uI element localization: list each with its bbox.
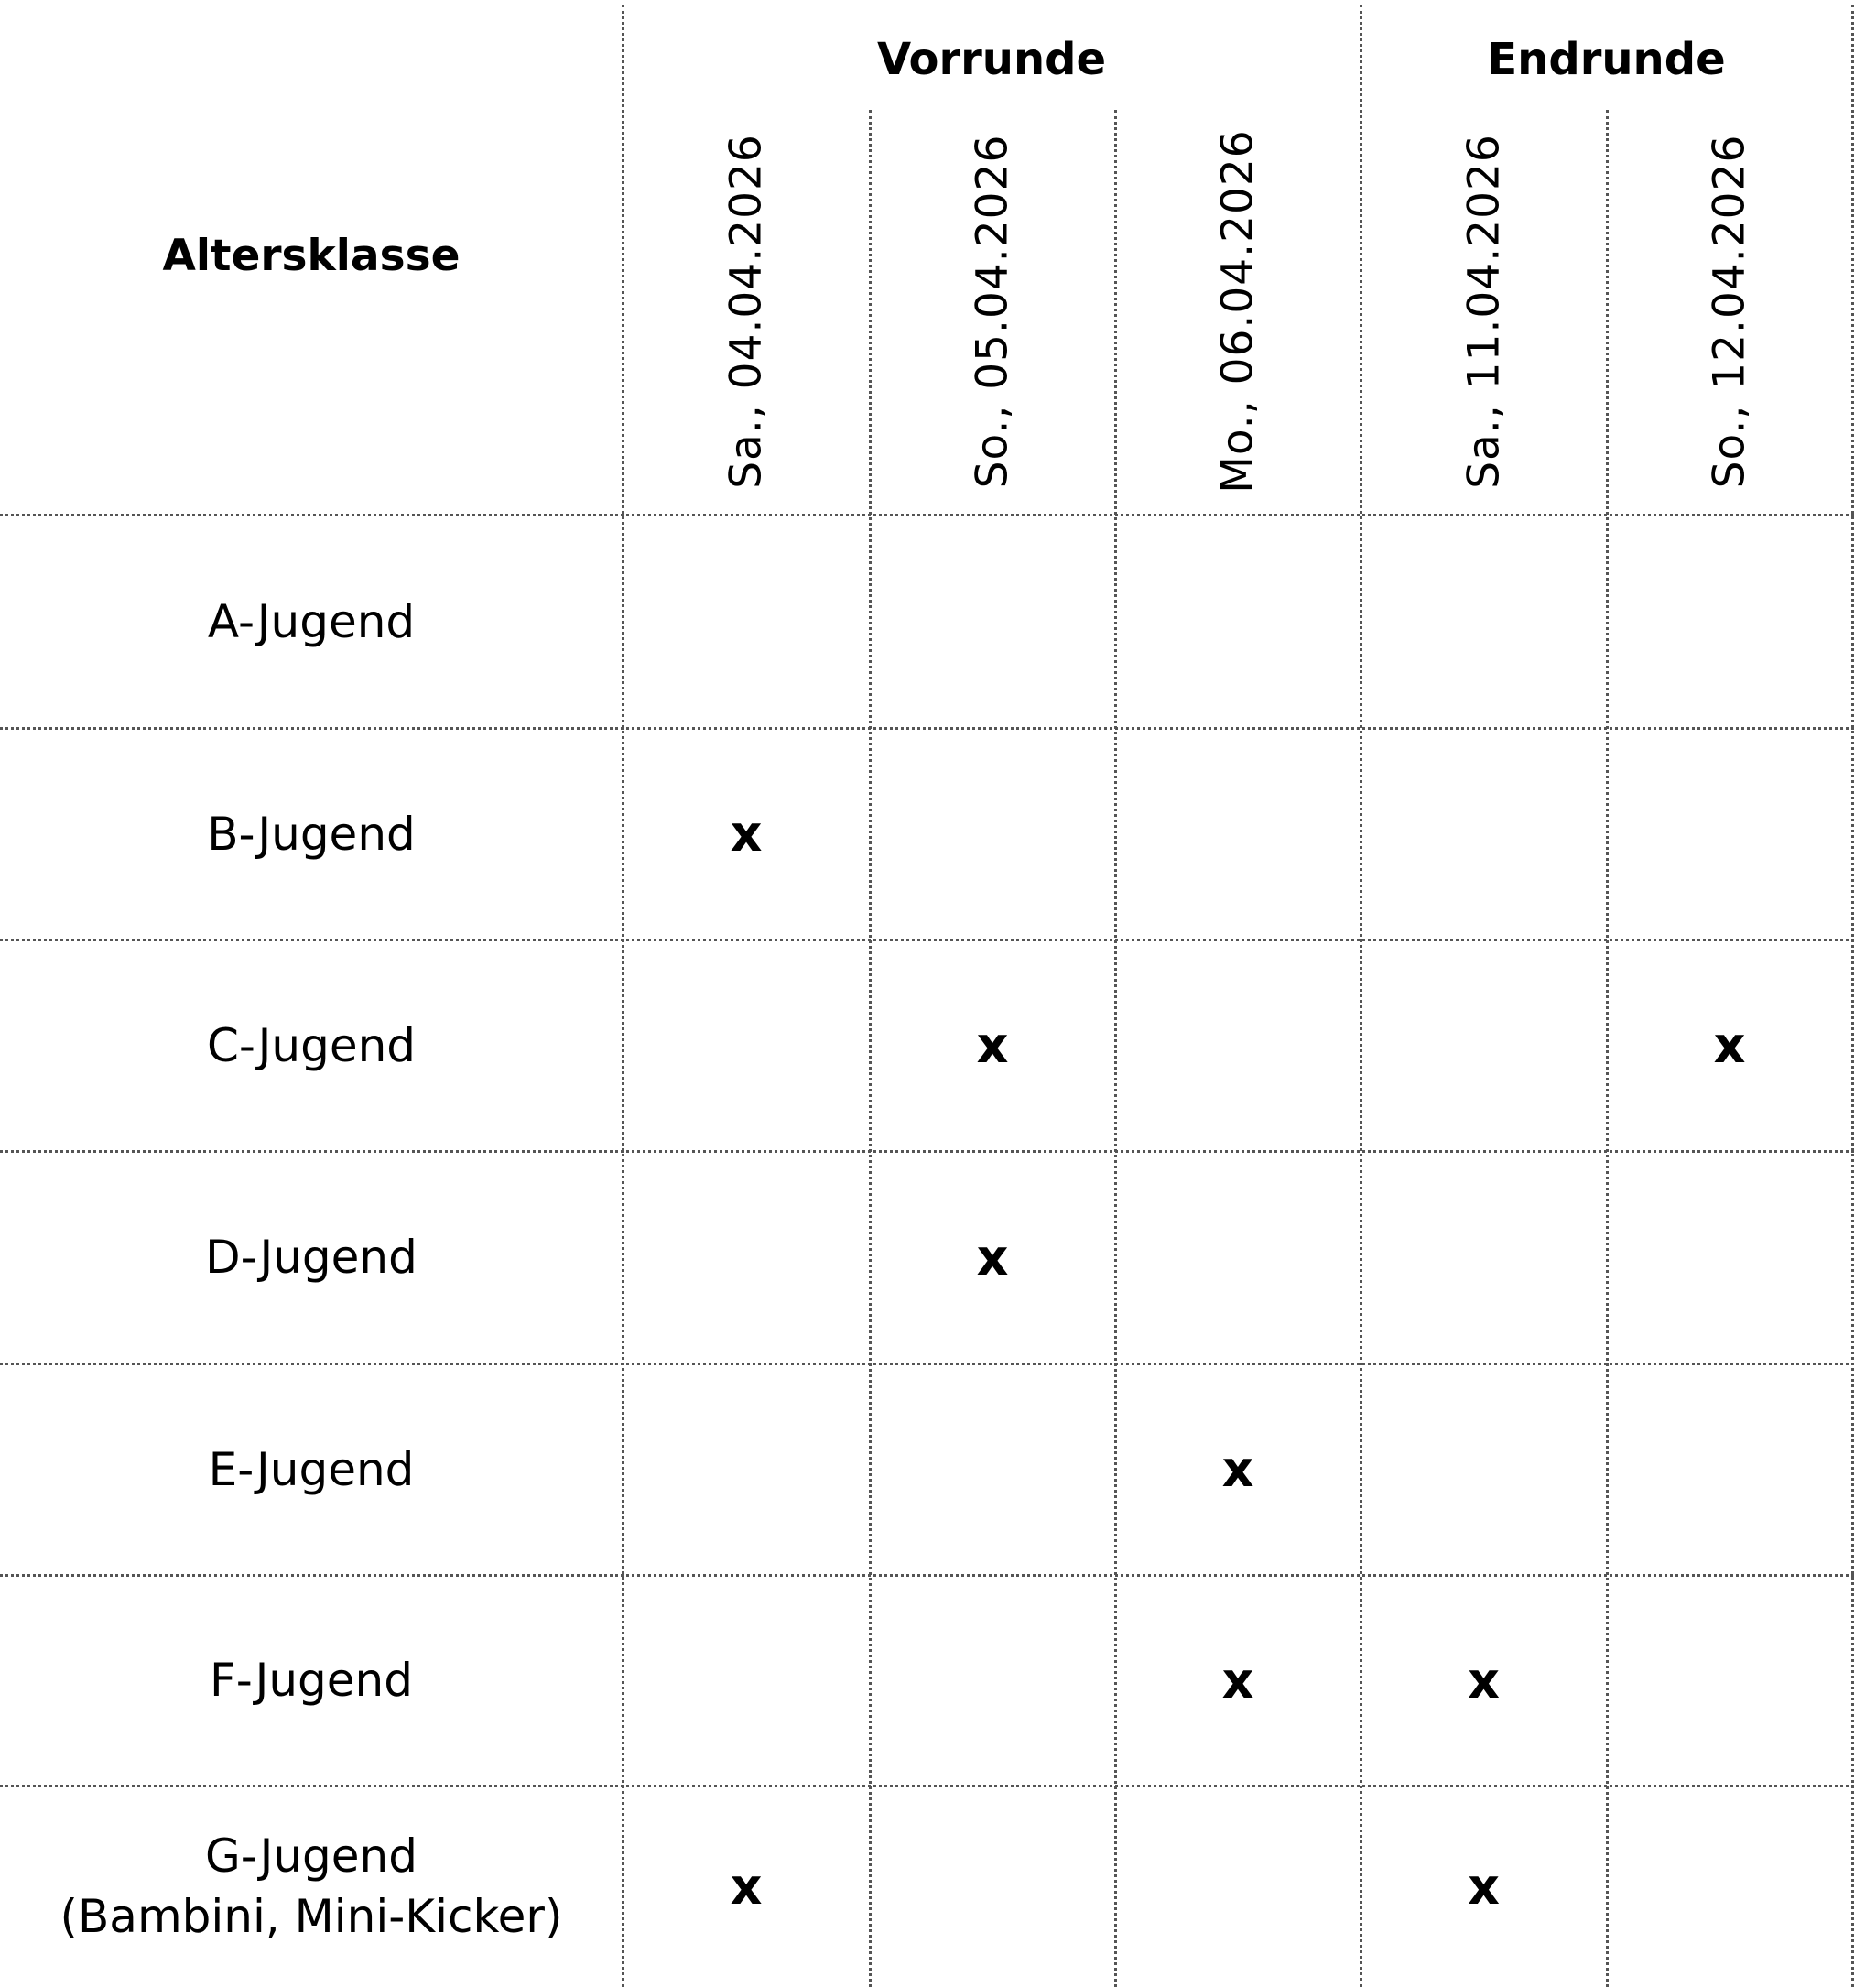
schedule-mark <box>623 1363 870 1575</box>
schedule-mark <box>1115 939 1361 1151</box>
age-class-label-line: G-Jugend <box>205 1830 417 1883</box>
schedule-mark <box>1607 728 1852 939</box>
schedule-mark: x <box>1468 1857 1500 1916</box>
schedule-mark <box>1607 515 1852 728</box>
schedule-mark <box>1607 1363 1852 1575</box>
age-class-label <box>0 1575 623 1786</box>
schedule-mark <box>1361 728 1607 939</box>
schedule-mark <box>623 1151 870 1363</box>
age-class-label <box>0 515 623 728</box>
schedule-mark: x <box>730 805 763 863</box>
row-divider <box>0 727 1854 730</box>
date-label: Sa., 11.04.2026 <box>1459 134 1509 489</box>
row-divider <box>0 1363 1854 1365</box>
date-label: So., 05.04.2026 <box>967 134 1018 489</box>
date-label: So., 12.04.2026 <box>1704 134 1755 489</box>
date-header-cell <box>623 110 870 513</box>
schedule-mark: x <box>976 1228 1009 1287</box>
date-label: Mo., 06.04.2026 <box>1212 129 1263 494</box>
schedule-mark <box>1361 939 1607 1151</box>
column-divider <box>1606 110 1609 1987</box>
schedule-mark <box>870 1575 1115 1786</box>
schedule-mark <box>1115 728 1361 939</box>
age-class-label-line: E-Jugend <box>208 1442 415 1496</box>
column-divider <box>1360 5 1362 1987</box>
schedule-mark <box>1607 1786 1852 1987</box>
row-divider <box>0 939 1854 941</box>
row-divider <box>0 514 1854 516</box>
age-class-label <box>0 728 623 939</box>
row-divider <box>0 1785 1854 1787</box>
schedule-mark: x <box>1221 1440 1254 1498</box>
age-class-label-line: F-Jugend <box>210 1654 413 1707</box>
age-class-label <box>0 1363 623 1575</box>
date-header-cell <box>870 110 1115 513</box>
date-label: Sa., 04.04.2026 <box>721 134 772 489</box>
schedule-mark <box>870 1786 1115 1987</box>
schedule-mark <box>1361 515 1607 728</box>
column-divider <box>622 5 624 1987</box>
schedule-mark <box>1115 1151 1361 1363</box>
date-header-cell <box>1115 110 1361 513</box>
age-class-label <box>0 1786 623 1987</box>
row-divider <box>0 1574 1854 1577</box>
schedule-mark <box>623 515 870 728</box>
schedule-mark: x <box>976 1016 1009 1074</box>
date-header-cell <box>1607 110 1852 513</box>
schedule-mark: x <box>1468 1651 1500 1710</box>
schedule-mark <box>1115 515 1361 728</box>
column-divider <box>869 110 872 1987</box>
row-divider <box>0 1150 1854 1153</box>
schedule-mark <box>1607 1575 1852 1786</box>
schedule-mark <box>870 728 1115 939</box>
schedule-mark <box>623 939 870 1151</box>
schedule-mark <box>623 1575 870 1786</box>
age-class-label-line: (Bambini, Mini-Kicker) <box>60 1890 563 1943</box>
age-class-label <box>0 939 623 1151</box>
age-class-label <box>0 1151 623 1363</box>
group-header-endrunde: Endrunde <box>1487 34 1726 85</box>
age-class-label-line: D-Jugend <box>205 1231 417 1284</box>
schedule-mark <box>1115 1786 1361 1987</box>
schedule-mark <box>870 515 1115 728</box>
schedule-mark: x <box>730 1857 763 1916</box>
age-class-label-line: C-Jugend <box>206 1018 417 1072</box>
column-divider <box>1851 5 1854 1987</box>
group-header-vorrunde: Vorrunde <box>876 34 1107 85</box>
date-header-cell <box>1361 110 1607 513</box>
schedule-mark <box>1361 1151 1607 1363</box>
age-class-label-line: B-Jugend <box>207 807 416 861</box>
class-column-header: Altersklasse <box>162 231 461 281</box>
schedule-mark <box>1607 1151 1852 1363</box>
column-divider <box>1114 110 1117 1987</box>
schedule-mark: x <box>1221 1651 1254 1710</box>
schedule-mark: x <box>1713 1016 1746 1074</box>
schedule-mark <box>870 1363 1115 1575</box>
age-class-label-line: A-Jugend <box>207 594 416 648</box>
schedule-mark <box>1361 1363 1607 1575</box>
